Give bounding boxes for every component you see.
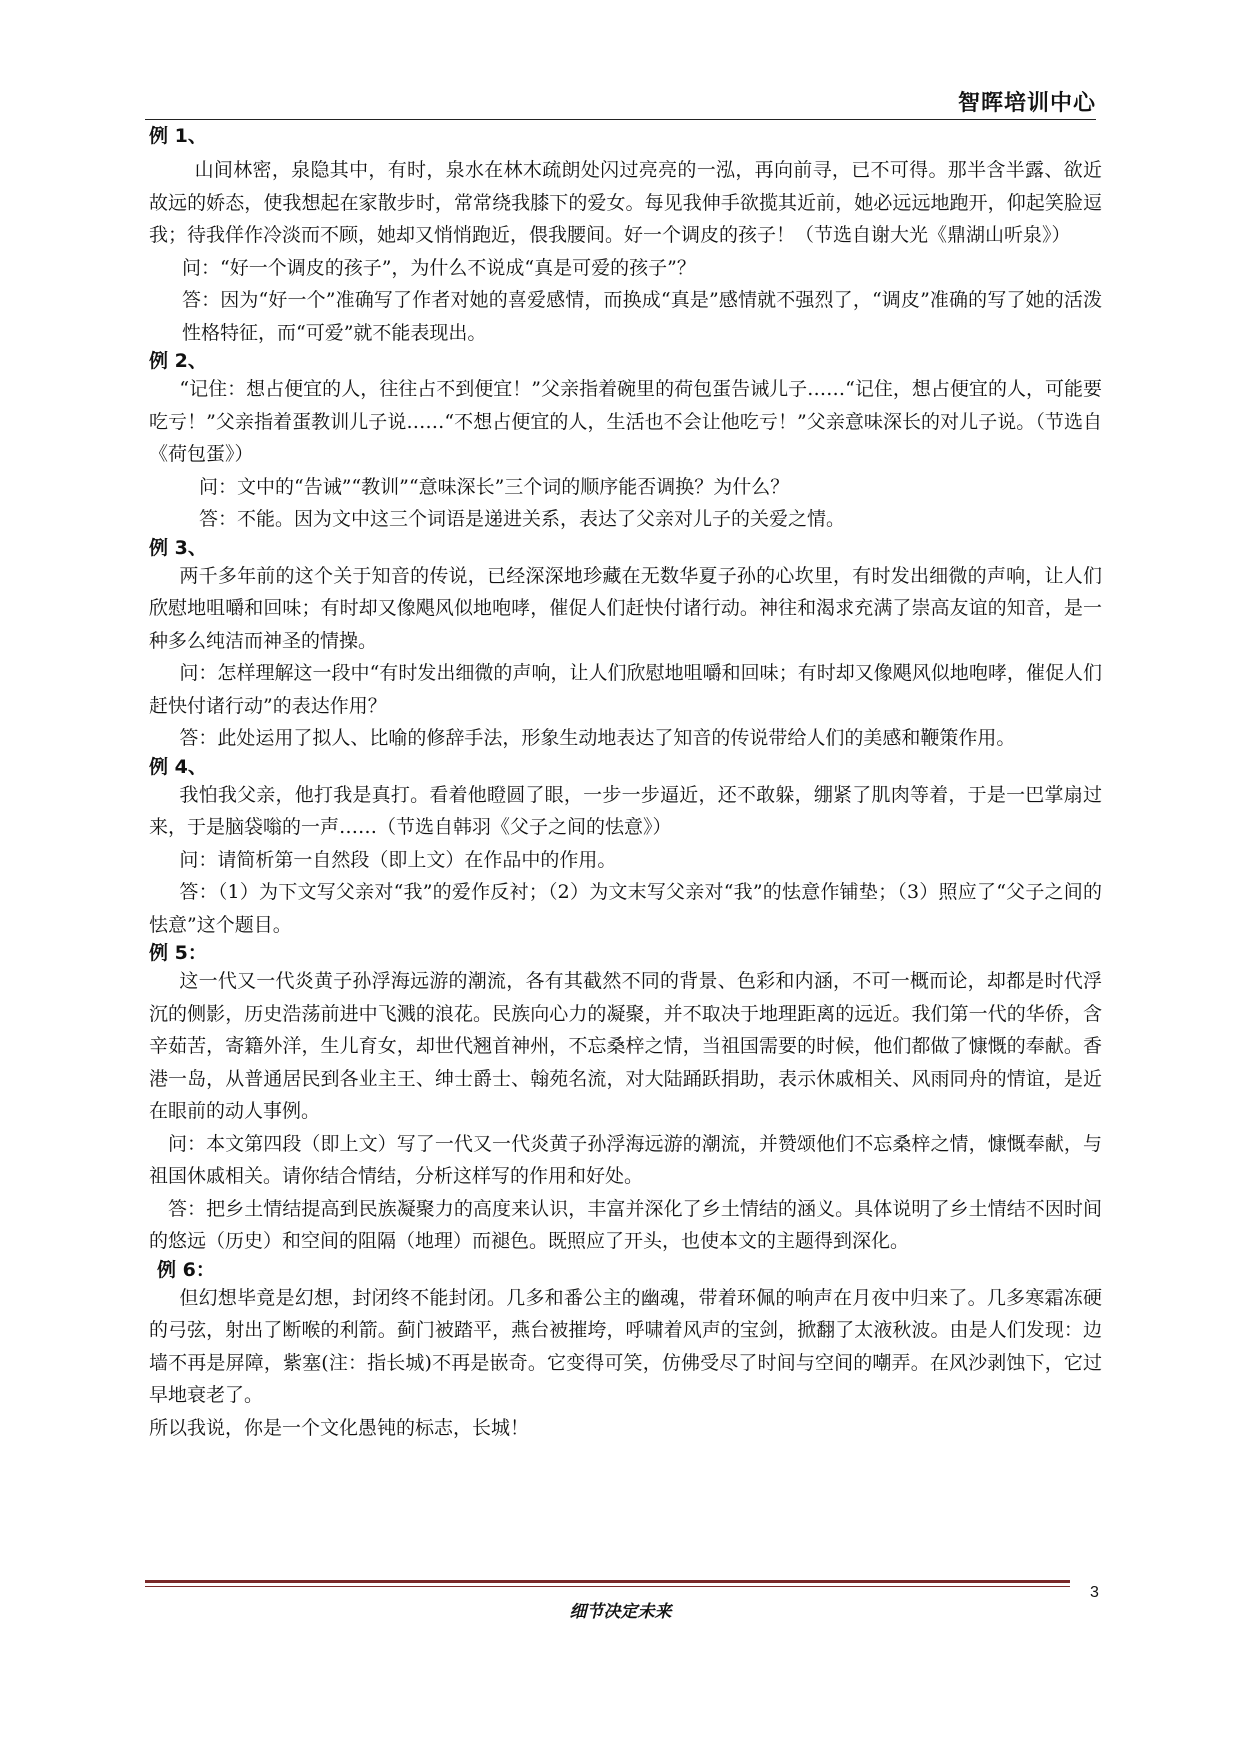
example-heading: 例 2、 bbox=[149, 350, 207, 372]
example-2 bbox=[149, 349, 1102, 536]
example-heading: 例 6： bbox=[157, 1258, 215, 1281]
example-6 bbox=[149, 1258, 1102, 1445]
question-text: 问：请简析第一自然段（即上文）在作品中的作用。 bbox=[179, 848, 617, 871]
passage-text: 两千多年前的这个关于知音的传说，已经深深地珍藏在无数华夏子孙的心坎里，有时发出细微的声响，让人们欣慰地咀嚼和回味；有时却又像飓风似地咆哮，催促人们赶快付诸行动。神往和渴求充满了崇高友谊的知音，是一种多么纯洁而神圣的情操。 bbox=[149, 564, 1102, 652]
example-1 bbox=[149, 124, 1102, 349]
answer-text: 答：此处运用了拟人、比喻的修辞手法，形象生动地表达了知音的传说带给人们的美感和鞭策作用。 bbox=[179, 727, 1016, 749]
example-5 bbox=[149, 941, 1102, 1258]
question-text: 问：本文第四段（即上文）写了一代又一代炎黄子孙浮海远游的潮流，并赞颂他们不忘桑梓之情，慷慨奉献，与祖国休戚相关。请你结合情结，分析这样写的作用和好处。 bbox=[149, 1132, 1102, 1187]
example-4 bbox=[149, 755, 1102, 942]
passage-text: 但幻想毕竟是幻想，封闭终不能封闭。几多和番公主的幽魂，带着环佩的响声在月夜中归来了。几多寒霜冻硬的弓弦，射出了断喉的利箭。蓟门被踏平，燕台被摧垮，呼啸着风声的宝剑，掀翻了太液秋波。由是人们发现：边墙不再是屏障，紫塞(注：指长城)不再是嵌奇。它变得可笑，仿佛受尽了时间与空间的嘲弄。在风沙剥蚀下，它过早地衰老了。 bbox=[149, 1286, 1102, 1406]
footer-divider-thin bbox=[145, 1586, 1070, 1587]
example-heading: 例 5： bbox=[149, 942, 207, 964]
passage-text: “记住：想占便宜的人，往往占不到便宜！”父亲指着碗里的荷包蛋告诫儿子……“记住，想占便宜的人，可能要吃亏！”父亲指着蛋教训儿子说……“不想占便宜的人，生活也不会让他吃亏！”父亲意味深长的对儿子说。（节选自《荷包蛋》） bbox=[149, 378, 1102, 465]
answer-text: 答：（1）为下文写父亲对“我”的爱作反衬；（2）为文末写父亲对“我”的怯意作铺垫；（3）照应了“父子之间的怯意”这个题目。 bbox=[149, 881, 1102, 936]
question-text: 问：怎样理解这一段中“有时发出细微的声响，让人们欣慰地咀嚼和回味；有时却又像飓风似地咆哮，催促人们赶快付诸行动”的表达作用？ bbox=[149, 662, 1102, 717]
passage-text: 我怕我父亲，他打我是真打。看着他瞪圆了眼，一步一步逼近，还不敢躲，绷紧了肌肉等着，于是一巴掌扇过来，于是脑袋嗡的一声……（节选自韩羽《父子之间的怯意》） bbox=[149, 783, 1102, 838]
example-heading: 例 4、 bbox=[149, 755, 207, 778]
page-header-title: 智晖培训中心 bbox=[957, 91, 1096, 116]
example-3 bbox=[149, 536, 1102, 755]
question-text: 问：文中的“告诫”“教训”“意味深长”三个词的顺序能否调换？为什么？ bbox=[199, 475, 790, 498]
answer-text: 答：不能。因为文中这三个词语是递进关系，表达了父亲对儿子的关爱之情。 bbox=[199, 508, 846, 530]
passage-text: 山间林密，泉隐其中，有时，泉水在林木疏朗处闪过亮亮的一泓，再向前寻，已不可得。那半含半露、欲近故远的娇态，使我想起在家散步时，常常绕我膝下的爱女。每见我伸手欲揽其近前，她必远远地跑开，仰起笑脸逗我；待我佯作冷淡而不顾，她却又悄悄跑近，偎我腰间。好一个调皮的孩子！（节选自谢大光《鼎湖山听泉》） bbox=[149, 159, 1102, 246]
answer-text: 答：把乡土情结提高到民族凝聚力的高度来认识，丰富并深化了乡土情结的涵义。具体说明了乡土情结不因时间的悠远（历史）和空间的阻隔（地理）而褪色。既照应了开头，也使本文的主题得到深化。 bbox=[149, 1197, 1102, 1252]
header-divider bbox=[145, 119, 1096, 120]
question-text: 问：“好一个调皮的孩子”，为什么不说成“真是可爱的孩子”？ bbox=[182, 256, 696, 279]
answer-text: 答：因为“好一个”准确写了作者对她的喜爱感情，而换成“真是”感情就不强烈了，“调皮”准确的写了她的活泼性格特征，而“可爱”就不能表现出。 bbox=[182, 289, 1102, 344]
page-number: 3 bbox=[1090, 1584, 1099, 1601]
footer-motto: 细节决定未来 bbox=[569, 1602, 672, 1622]
closing-line: 所以我说，你是一个文化愚钝的标志，长城！ bbox=[149, 1416, 530, 1439]
document-body bbox=[149, 124, 1102, 1444]
example-heading: 例 1、 bbox=[149, 125, 207, 147]
passage-text: 这一代又一代炎黄子孙浮海远游的潮流，各有其截然不同的背景、色彩和内涵，不可一概而论，却都是时代浮沉的侧影，历史浩荡前进中飞溅的浪花。民族向心力的凝聚，并不取决于地理距离的远近。我们第一代的华侨，含辛茹苦，寄籍外洋，生儿育女，却世代翘首神州，不忘桑梓之情，当祖国需要的时候，他们都做了慷慨的奉献。香港一岛，从普通居民到各业主王、绅士爵士、翰苑名流，对大陆踊跃捐助，表示休戚相关、风雨同舟的情谊，是近在眼前的动人事例。 bbox=[149, 970, 1102, 1122]
example-heading: 例 3、 bbox=[149, 536, 207, 559]
footer-divider-thick bbox=[145, 1580, 1070, 1583]
